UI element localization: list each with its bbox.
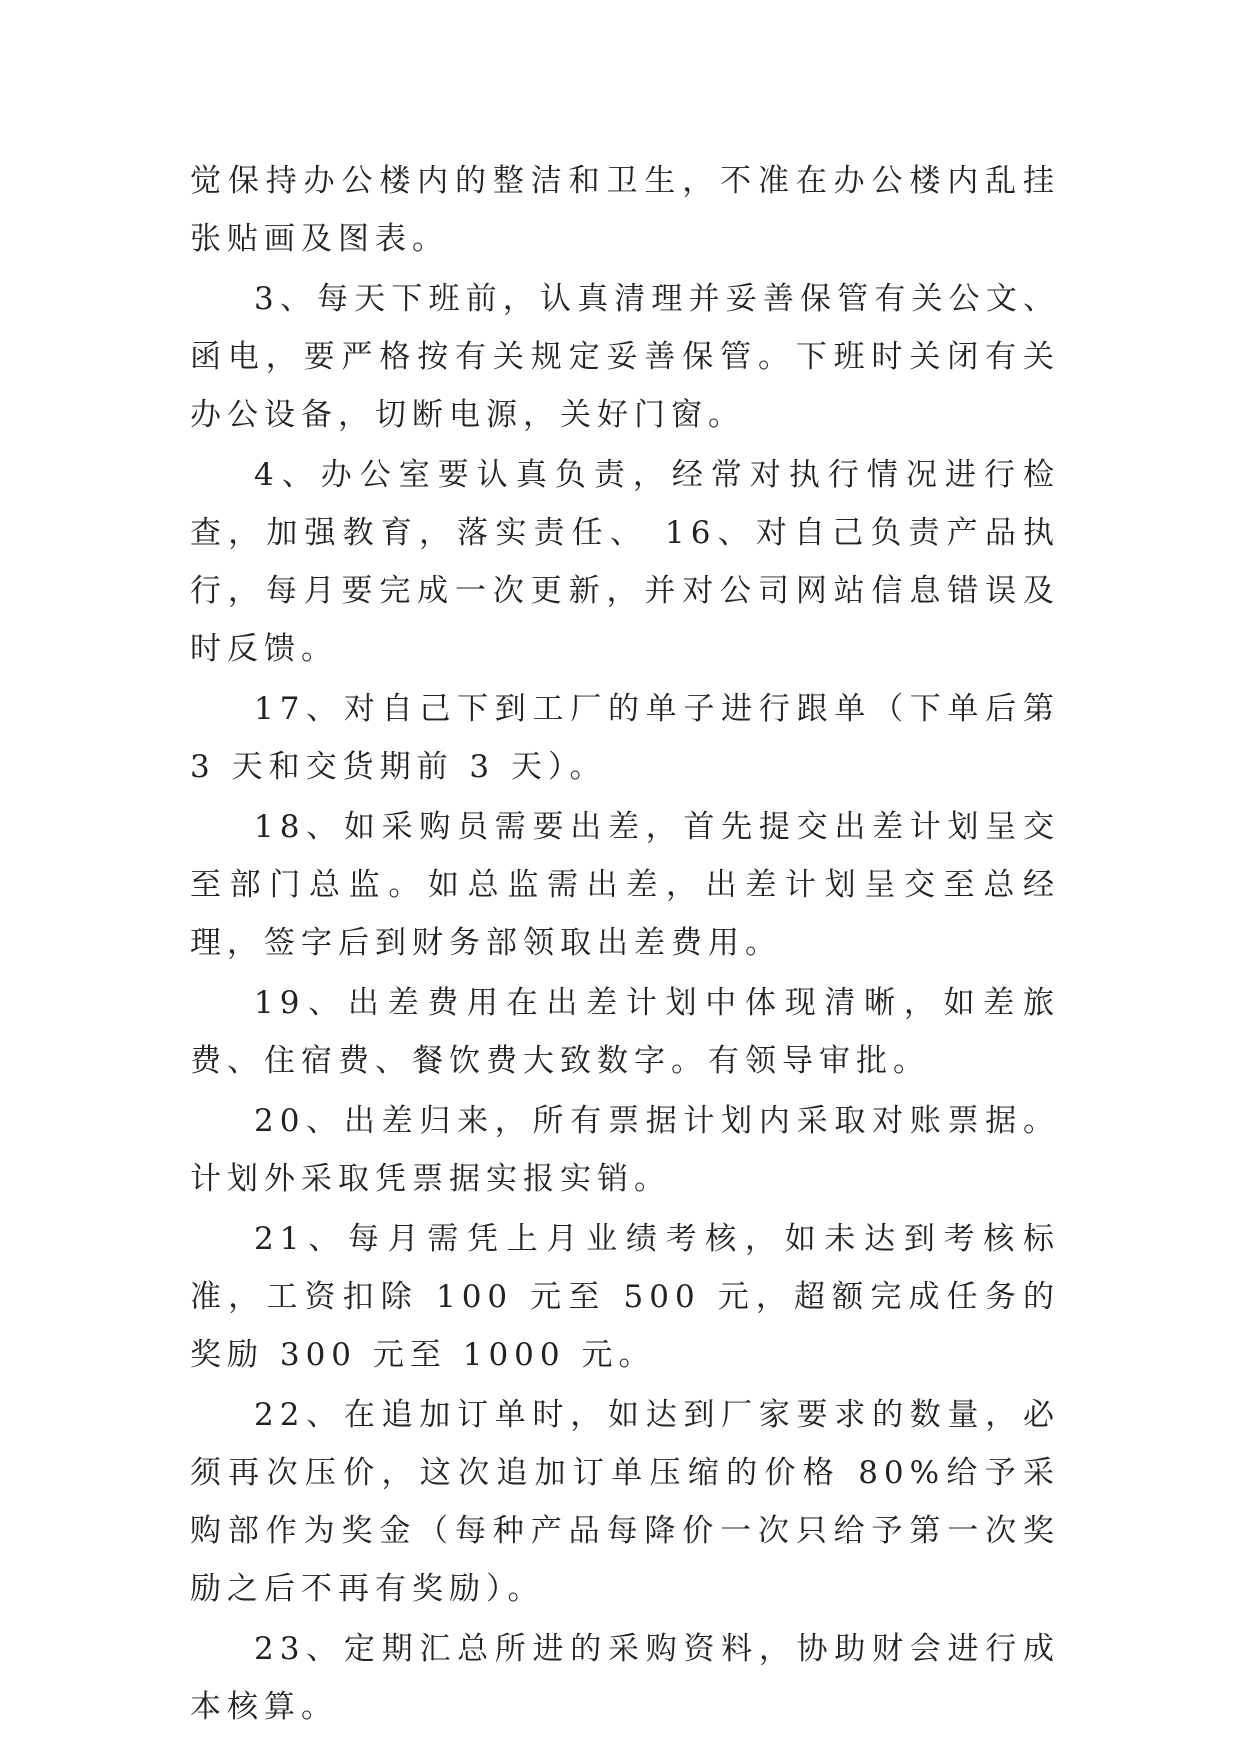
paragraph-1: 觉保持办公楼内的整洁和卫生，不准在办公楼内乱挂张贴画及图表。 [190, 163, 1060, 257]
paragraph-4: 17、对自己下到工厂的单子进行跟单（下单后第 3 天和交货期前 3 天）。 [190, 691, 1060, 785]
paragraph-6: 19、出差费用在出差计划中体现清晰，如差旅费、住宿费、餐饮费大致数字。有领导审批。 [190, 985, 1060, 1079]
paragraph-3: 4、办公室要认真负责，经常对执行情况进行检查，加强教育，落实责任、 16、对自己负责产品执行，每月要完成一次更新，并对公司网站信息错误及时反馈。 [190, 457, 1060, 667]
paragraph-10: 23、定期汇总所进的采购资料，协助财会进行成本核算。 [190, 1631, 1060, 1725]
paragraph-5: 18、如采购员需要出差，首先提交出差计划呈交至部门总监。如总监需出差，出差计划呈交至总经理，签字后到财务部领取出差费用。 [190, 809, 1060, 961]
paragraph-2: 3、每天下班前，认真清理并妥善保管有关公文、函电，要严格按有关规定妥善保管。下班时关闭有关办公设备，切断电源，关好门窗。 [190, 281, 1060, 433]
paragraph-9: 22、在追加订单时，如达到厂家要求的数量，必须再次压价，这次追加订单压缩的价格 80%给予采购部作为奖金（每种产品每降价一次只给予第一次奖励之后不再有奖励）。 [190, 1397, 1060, 1607]
paragraph-8: 21、每月需凭上月业绩考核，如未达到考核标准，工资扣除 100 元至 500 元，超额完成任务的奖励 300 元至 1000 元。 [190, 1221, 1060, 1373]
paragraph-7: 20、出差归来，所有票据计划内采取对账票据。计划外采取凭票据实报实销。 [190, 1103, 1060, 1197]
document-page [190, 152, 1060, 1736]
